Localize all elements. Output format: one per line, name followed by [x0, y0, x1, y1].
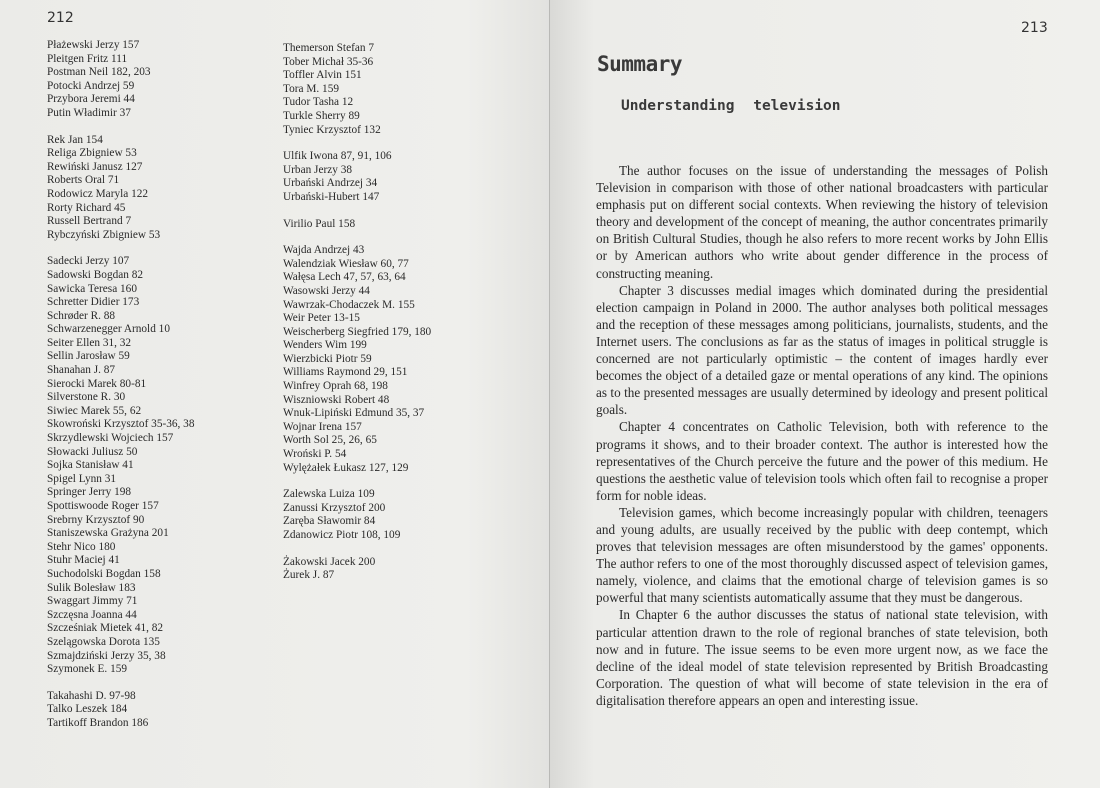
- index-entry: Wierzbicki Piotr 59: [283, 352, 372, 365]
- index-entry: Schwarzenegger Arnold 10: [47, 323, 170, 336]
- index-group-c2-5: [283, 488, 523, 542]
- index-entry: Springer Jerry 198: [47, 486, 132, 499]
- summary-paragraph: In Chapter 6 the author discusses the status of national state television, with particular attention drawn to the role of regional branches of state television, both now and in future. The issue seems to be even more urgent now, as we face the decline of the ideal model of state television represented by British Broadcasting Corporation. The question of what will become of state television in the era of digitalisation therefore appears an open and interesting issue.: [596, 607, 1048, 708]
- index-entry: Turkle Sherry 89: [283, 109, 360, 122]
- summary-subheading: Understanding television: [621, 98, 841, 114]
- index-entry: Zalewska Luiza 109: [283, 488, 375, 501]
- index-entry: Tora M. 159: [283, 82, 339, 95]
- index-entry: Wenders Wim 199: [283, 339, 367, 352]
- index-entry: Silverstone R. 30: [47, 391, 126, 404]
- index-entry: Talko Leszek 184: [47, 703, 128, 716]
- summary-heading: Summary: [597, 52, 683, 76]
- index-entry: Worth Sol 25, 26, 65: [283, 434, 377, 447]
- index-entry: Pleitgen Fritz 111: [47, 52, 128, 65]
- index-column-1: [47, 39, 277, 744]
- index-entry: Wiszniowski Robert 48: [283, 393, 390, 406]
- index-entry: Wałęsa Lech 47, 57, 63, 64: [283, 271, 406, 284]
- index-entry: Takahashi D. 97-98: [47, 689, 136, 702]
- index-group-c1-3: [47, 255, 277, 676]
- index-entry: Rybczyński Zbigniew 53: [47, 228, 161, 241]
- page-number-right: 213: [1021, 20, 1048, 36]
- index-entry: Zaręba Sławomir 84: [283, 515, 376, 528]
- index-entry: Tudor Tasha 12: [283, 96, 354, 109]
- index-entry: Sojka Stanisław 41: [47, 459, 134, 472]
- index-entry: Płażewski Jerzy 157: [47, 39, 140, 51]
- index-entry: Spigel Lynn 31: [47, 472, 117, 485]
- index-entry: Szcześniak Mietek 41, 82: [47, 622, 164, 635]
- index-entry: Spottiswoode Roger 157: [47, 500, 159, 512]
- index-entry: Słowacki Juliusz 50: [47, 445, 138, 458]
- index-group-c1-4: [47, 690, 277, 731]
- index-entry: Urban Jerzy 38: [283, 163, 353, 176]
- index-column-2: [283, 42, 523, 596]
- index-entry: Tyniec Krzysztof 132: [283, 123, 381, 136]
- index-entry: Tartikoff Brandon 186: [47, 716, 149, 729]
- index-entry: Szczęsna Joanna 44: [47, 608, 137, 621]
- index-entry: Przybora Jeremi 44: [47, 93, 135, 106]
- index-entry: Potocki Andrzej 59: [47, 79, 135, 92]
- index-entry: Religa Zbigniew 53: [47, 147, 137, 160]
- index-entry: Roberts Oral 71: [47, 174, 120, 187]
- index-entry: Schrøder R. 88: [47, 309, 116, 322]
- index-entry: Żurek J. 87: [283, 569, 335, 582]
- index-entry: Rorty Richard 45: [47, 201, 126, 214]
- index-group-c1-2: [47, 134, 277, 243]
- summary-text: [596, 162, 1048, 709]
- index-entry: Williams Raymond 29, 151: [283, 366, 408, 379]
- index-entry: Sierocki Marek 80-81: [47, 377, 147, 390]
- index-group-c2-1: [283, 42, 523, 137]
- index-entry: Wawrzak-Chodaczek M. 155: [283, 298, 415, 311]
- index-group-c2-6: [283, 556, 523, 583]
- index-entry: Weischerberg Siegfried 179, 180: [283, 325, 432, 338]
- index-entry: Wasowski Jerzy 44: [283, 284, 370, 297]
- index-entry: Putin Władimir 37: [47, 106, 131, 119]
- index-entry: Sadecki Jerzy 107: [47, 255, 130, 268]
- index-entry: Sawicka Teresa 160: [47, 282, 137, 295]
- index-group-c2-3: [283, 218, 523, 232]
- index-entry: Stehr Nico 180: [47, 540, 116, 553]
- index-entry: Skowroński Krzysztof 35-36, 38: [47, 418, 195, 431]
- index-entry: Swaggart Jimmy 71: [47, 595, 138, 608]
- index-entry: Toffler Alvin 151: [283, 69, 362, 82]
- index-entry: Shanahan J. 87: [47, 364, 116, 377]
- index-entry: Szmajdziński Jerzy 35, 38: [47, 649, 166, 662]
- index-entry: Seiter Ellen 31, 32: [47, 336, 132, 349]
- index-entry: Sadowski Bogdan 82: [47, 268, 144, 281]
- index-entry: Szymonek E. 159: [47, 663, 128, 676]
- index-entry: Srebrny Krzysztof 90: [47, 513, 145, 526]
- index-group-c1-1: [47, 39, 277, 121]
- index-entry: Winfrey Oprah 68, 198: [283, 380, 388, 393]
- summary-paragraph: Television games, which become increasingly popular with children, teenagers and young adults, are usually received by the public with deep contempt, which proves that television messages are often misunderstood by the games' opponents. The author refers to one of the most thoroughly discussed aspect of television games, namely, violence, and claims that the emotional charge of television games is so powerful that many scientists automatically assume that they must be dangerous.: [596, 504, 1048, 606]
- index-entry: Schretter Didier 173: [47, 296, 140, 309]
- index-entry: Wroński P. 54: [283, 448, 347, 461]
- summary-paragraph: Chapter 4 concentrates on Catholic Television, both with reference to the programs it shows, and to their broader context. The author is interested how the representatives of the Church perceive the future and the power of this medium. He questions the aesthetic value of television tools which often fail to recognise a proper form for noble ideas.: [596, 419, 1048, 503]
- index-entry: Staniszewska Grażyna 201: [47, 527, 169, 540]
- index-entry: Suchodolski Bogdan 158: [47, 567, 161, 580]
- index-entry: Wylężałek Łukasz 127, 129: [283, 461, 409, 474]
- index-entry: Urbański-Hubert 147: [283, 190, 380, 203]
- index-entry: Virilio Paul 158: [283, 217, 356, 230]
- index-entry: Sulik Bolesław 183: [47, 581, 136, 594]
- index-group-c2-4: [283, 244, 523, 475]
- index-entry: Walendziak Wiesław 60, 77: [283, 257, 409, 270]
- index-entry: Postman Neil 182, 203: [47, 66, 151, 79]
- index-entry: Rewiński Janusz 127: [47, 160, 143, 173]
- index-group-c2-2: [283, 150, 523, 204]
- index-entry: Zanussi Krzysztof 200: [283, 501, 386, 514]
- index-entry: Szelągowska Dorota 135: [47, 635, 160, 648]
- index-entry: Wajda Andrzej 43: [283, 244, 365, 257]
- index-entry: Rek Jan 154: [47, 133, 103, 146]
- index-entry: Rodowicz Maryla 122: [47, 187, 149, 200]
- index-entry: Urbański Andrzej 34: [283, 177, 378, 190]
- index-entry: Zdanowicz Piotr 108, 109: [283, 529, 401, 541]
- index-entry: Tober Michał 35-36: [283, 55, 374, 68]
- index-entry: Wojnar Irena 157: [283, 420, 362, 433]
- index-entry: Wnuk-Lipiński Edmund 35, 37: [283, 407, 425, 420]
- index-entry: Ulfik Iwona 87, 91, 106: [283, 150, 392, 163]
- summary-paragraph: The author focuses on the issue of understanding the messages of Polish Television in comparison with those of other national broadcasters with particular emphasis put on different social contexts. When reviewing the history of television theory and development of the concept of meaning, the author concentrates primarily on British Cultural Studies, though he also refers to more recent works by John Ellis or by American authors who write about gender difference in the process of constructing meaning.: [596, 163, 1048, 281]
- index-entry: Skrzydlewski Wojciech 157: [47, 432, 174, 445]
- page-number-left: 212: [47, 10, 74, 26]
- index-entry: Weir Peter 13-15: [283, 312, 360, 325]
- index-entry: Russell Bertrand 7: [47, 215, 132, 228]
- summary-paragraph: Chapter 3 discusses medial images which dominated during the presidential election campaign in Poland in 2000. The author analyses both political messages and the reception of these messages among politicians, journalists, students, and the Internet users. The conclusions as far as the status of images in political struggle is concerned are not particularly optimistic – the content of images hardly ever becomes the object of a detailed gaze or mental operations of any kind. The opinions as to the presented messages are usually determined by ideology and present political goals.: [596, 282, 1048, 418]
- index-entry: Żakowski Jacek 200: [283, 555, 376, 568]
- index-entry: Stuhr Maciej 41: [47, 554, 120, 567]
- index-entry: Sellin Jarosław 59: [47, 350, 130, 363]
- index-entry: Themerson Stefan 7: [283, 42, 374, 54]
- index-entry: Siwiec Marek 55, 62: [47, 404, 142, 417]
